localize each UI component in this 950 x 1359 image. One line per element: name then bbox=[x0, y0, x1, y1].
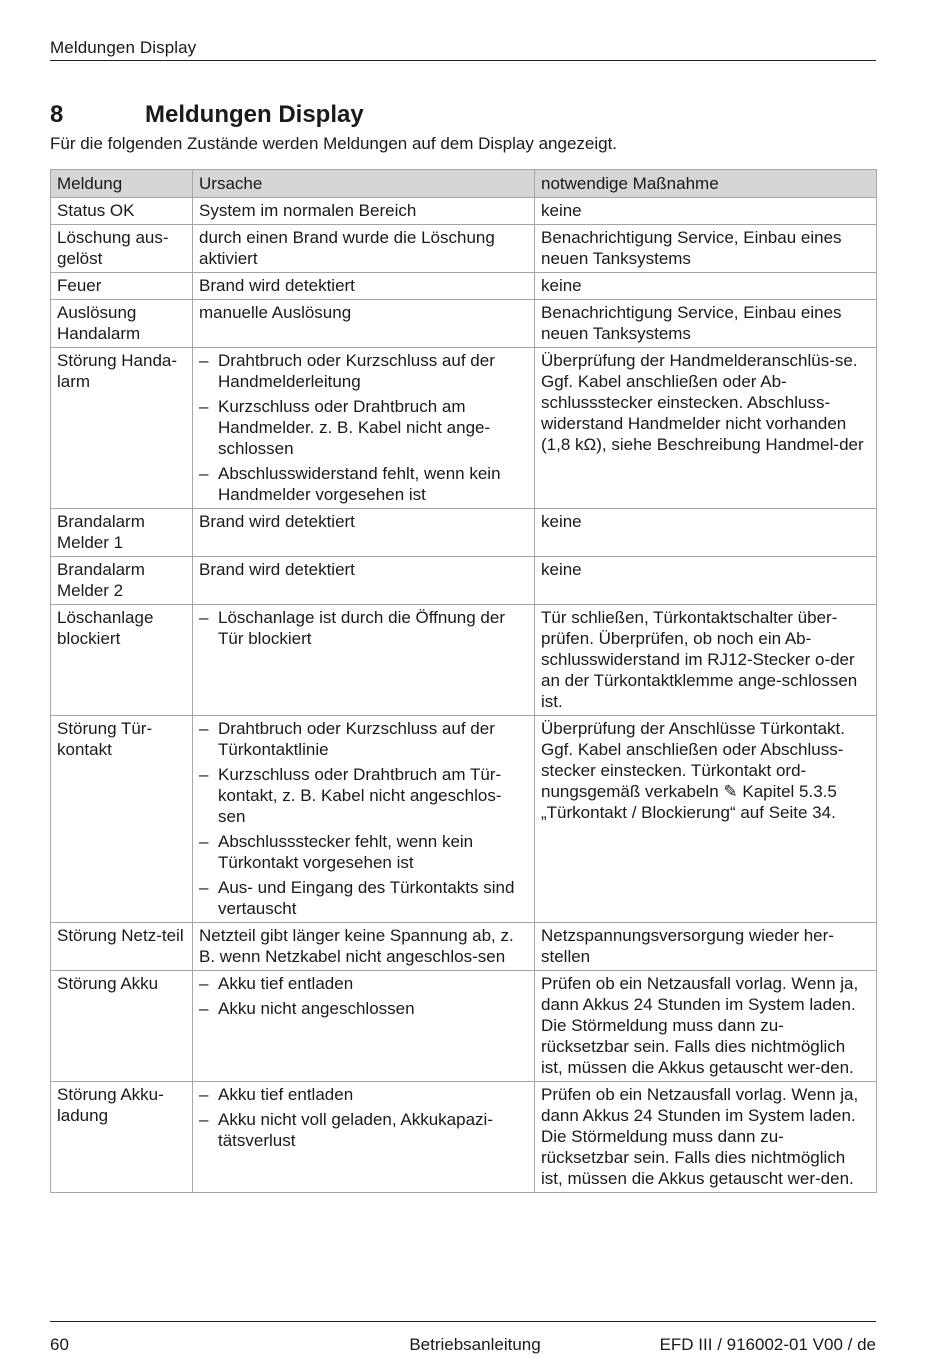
cause-list bbox=[199, 973, 528, 1019]
cell-ursache: System im normalen Bereich bbox=[193, 198, 535, 225]
table-row bbox=[51, 198, 877, 225]
cell-meldung: Löschung aus-gelöst bbox=[51, 225, 193, 273]
cell-ursache: Brand wird detektiert bbox=[193, 273, 535, 300]
cell-ursache: Netzteil gibt länger keine Spannung ab, z. B. wenn Netzkabel nicht angeschlos-sen bbox=[193, 923, 535, 971]
cause-item: – Drahtbruch oder Kurzschluss auf der Türkontaktlinie bbox=[199, 718, 528, 760]
page-number: 60 bbox=[50, 1335, 69, 1354]
cell-ursache: Brand wird detektiert bbox=[193, 557, 535, 605]
messages-table bbox=[50, 169, 877, 1193]
cell-massnahme: keine bbox=[535, 509, 877, 557]
table-row bbox=[51, 923, 877, 971]
cell-ursache bbox=[193, 971, 535, 1082]
cell-massnahme: Benachrichtigung Service, Einbau eines neuen Tanksystems bbox=[535, 225, 877, 273]
cell-ursache: manuelle Auslösung bbox=[193, 300, 535, 348]
intro-paragraph: Für die folgenden Zustände werden Meldungen auf dem Display angezeigt. bbox=[50, 134, 618, 153]
cell-meldung: Brandalarm Melder 2 bbox=[51, 557, 193, 605]
footer-doc-id: EFD III / 916002-01 V00 / de bbox=[659, 1335, 876, 1354]
table-row bbox=[51, 1082, 877, 1193]
cell-meldung: Löschanlage blockiert bbox=[51, 605, 193, 716]
cell-massnahme: Überprüfung der Anschlüsse Türkontakt. Ggf. Kabel anschließen oder Abschluss-stecker einstecken. Türkontakt ord-nungsgemäß verkabeln ✎ Kapitel 5.3.5 „Türkontakt / Blockierung“ auf Seite 34. bbox=[535, 716, 877, 923]
cell-meldung: Status OK bbox=[51, 198, 193, 225]
cell-meldung: Störung Akku bbox=[51, 971, 193, 1082]
cell-ursache bbox=[193, 605, 535, 716]
table-row bbox=[51, 273, 877, 300]
cell-ursache bbox=[193, 1082, 535, 1193]
cause-item: – Aus- und Eingang des Türkontakts sind vertauscht bbox=[199, 877, 528, 919]
table-row bbox=[51, 509, 877, 557]
cell-meldung: Störung Akku-ladung bbox=[51, 1082, 193, 1193]
cell-meldung: Störung Handa-larm bbox=[51, 348, 193, 509]
column-header-massnahme: notwendige Maßnahme bbox=[535, 170, 877, 198]
footer-doc-type: Betriebsanleitung bbox=[409, 1335, 541, 1354]
cell-massnahme: Netzspannungsversorgung wieder her-stellen bbox=[535, 923, 877, 971]
cell-meldung: Störung Tür-kontakt bbox=[51, 716, 193, 923]
cause-list bbox=[199, 350, 528, 505]
column-header-ursache: Ursache bbox=[193, 170, 535, 198]
cell-massnahme: Überprüfung der Handmelderanschlüs-se. Ggf. Kabel anschließen oder Ab-schlussstecker einstecken. Abschluss-widerstand Handmelder nicht vorhanden (1,8 kΩ), siehe Beschreibung Handmel-der bbox=[535, 348, 877, 509]
running-header: Meldungen Display bbox=[50, 38, 197, 57]
cell-meldung: Brandalarm Melder 1 bbox=[51, 509, 193, 557]
cell-ursache bbox=[193, 716, 535, 923]
cell-massnahme: Benachrichtigung Service, Einbau eines neuen Tanksystems bbox=[535, 300, 877, 348]
cause-list bbox=[199, 718, 528, 919]
cell-meldung: Störung Netz-teil bbox=[51, 923, 193, 971]
cause-item: – Abschlussstecker fehlt, wenn kein Türkontakt vorgesehen ist bbox=[199, 831, 528, 873]
cell-ursache bbox=[193, 348, 535, 509]
table-row bbox=[51, 557, 877, 605]
cell-meldung: Feuer bbox=[51, 273, 193, 300]
cell-meldung: Auslösung Handalarm bbox=[51, 300, 193, 348]
cause-item: – Akku nicht voll geladen, Akkukapazi-tätsverlust bbox=[199, 1109, 528, 1151]
cell-massnahme: Tür schließen, Türkontaktschalter über-prüfen. Überprüfen, ob noch ein Ab-schlusswiderstand im RJ12-Stecker o-der an der Türkontaktklemme ange-schlossen ist. bbox=[535, 605, 877, 716]
cell-massnahme: Prüfen ob ein Netzausfall vorlag. Wenn ja, dann Akkus 24 Stunden im System laden. Die Störmeldung muss dann zu-rücksetzbar sein. Falls dies nichtmöglich ist, müssen die Akkus getauscht wer-den. bbox=[535, 971, 877, 1082]
cell-ursache: Brand wird detektiert bbox=[193, 509, 535, 557]
table-row bbox=[51, 300, 877, 348]
header-divider bbox=[50, 60, 876, 61]
cause-item: – Kurzschluss oder Drahtbruch am Handmelder. z. B. Kabel nicht ange-schlossen bbox=[199, 396, 528, 459]
table-row bbox=[51, 971, 877, 1082]
section-heading bbox=[50, 101, 364, 129]
table-header-row bbox=[51, 170, 877, 198]
cause-item: – Drahtbruch oder Kurzschluss auf der Handmelderleitung bbox=[199, 350, 528, 392]
cause-item: – Akku tief entladen bbox=[199, 973, 528, 994]
cause-item: – Akku tief entladen bbox=[199, 1084, 528, 1105]
footer-divider bbox=[50, 1321, 876, 1322]
cause-item: – Abschlusswiderstand fehlt, wenn kein Handmelder vorgesehen ist bbox=[199, 463, 528, 505]
cause-item: – Akku nicht angeschlossen bbox=[199, 998, 528, 1019]
table-row bbox=[51, 348, 877, 509]
cell-massnahme: keine bbox=[535, 198, 877, 225]
cause-list bbox=[199, 1084, 528, 1151]
table-row bbox=[51, 716, 877, 923]
table-row bbox=[51, 225, 877, 273]
cell-ursache: durch einen Brand wurde die Löschung aktiviert bbox=[193, 225, 535, 273]
cell-massnahme: keine bbox=[535, 557, 877, 605]
cause-list bbox=[199, 607, 528, 649]
table-row bbox=[51, 605, 877, 716]
cause-item: – Kurzschluss oder Drahtbruch am Tür-kontakt, z. B. Kabel nicht angeschlos-sen bbox=[199, 764, 528, 827]
section-title: Meldungen Display bbox=[145, 101, 364, 128]
cell-massnahme: Prüfen ob ein Netzausfall vorlag. Wenn ja, dann Akkus 24 Stunden im System laden. Die Störmeldung muss dann zu-rücksetzbar sein. Falls dies nichtmöglich ist, müssen die Akkus getauscht wer-den. bbox=[535, 1082, 877, 1193]
cause-item: – Löschanlage ist durch die Öffnung der Tür blockiert bbox=[199, 607, 528, 649]
cell-massnahme: keine bbox=[535, 273, 877, 300]
column-header-meldung: Meldung bbox=[51, 170, 193, 198]
section-number: 8 bbox=[50, 101, 64, 128]
